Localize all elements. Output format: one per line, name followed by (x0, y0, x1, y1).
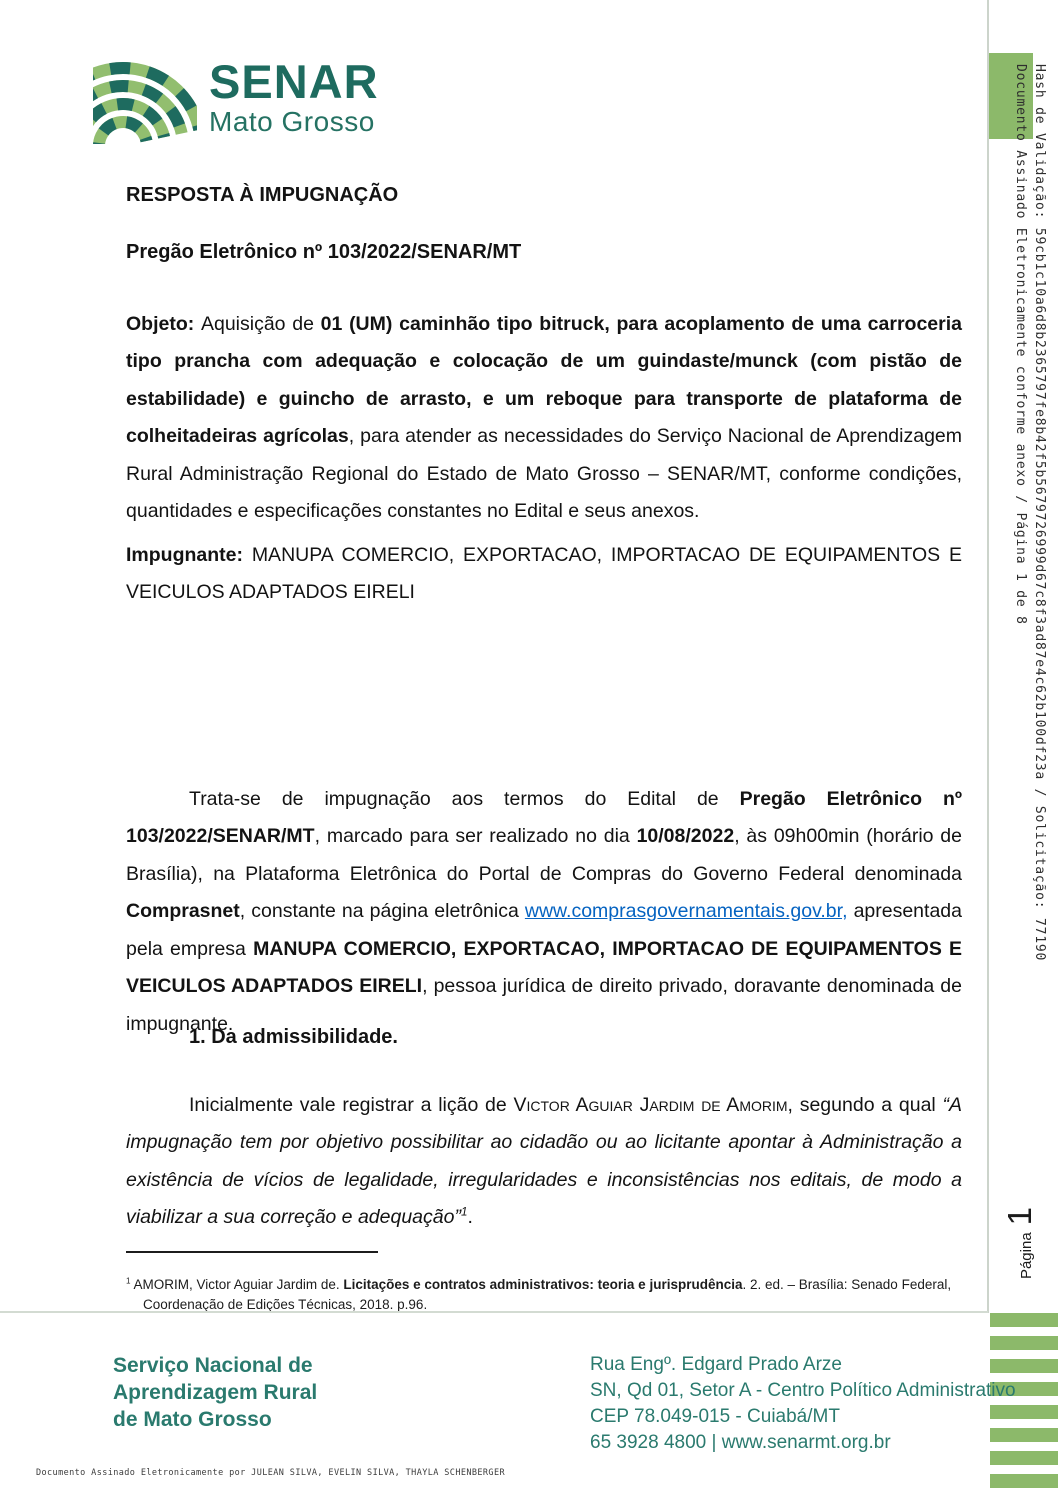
footnote-author: AMORIM, Victor Aguiar Jardim de. (130, 1276, 344, 1292)
footer-address-sector: SN, Qd 01, Setor A - Centro Político Administrativo (590, 1380, 1016, 1401)
tratase-text-4: , constante na página eletrônica (239, 900, 525, 922)
section-heading-admissibilidade: 1. Da admissibilidade. (189, 1026, 398, 1048)
footer-org-block (113, 1352, 317, 1433)
document-subtitle: Pregão Eletrônico nº 103/2022/SENAR/MT (126, 241, 522, 263)
electronic-signature-line: Documento Assinado Eletronicamente por JULEAN SILVA, EVELIN SILVA, THAYLA SCHENBERGER (36, 1468, 505, 1478)
footnote-book-title: Licitações e contratos administrativos: teoria e jurisprudência (343, 1276, 743, 1292)
tratase-pregao: Pregão Eletrônico nº 103/2022/SENAR/MT (126, 787, 962, 847)
footer-address-street: Rua Engº. Edgard Prado Arze (590, 1354, 842, 1375)
tratase-company: MANUPA COMERCIO, EXPORTACAO, IMPORTACAO DE EQUIPAMENTOS E VEICULOS ADAPTADOS EIRELI (126, 937, 962, 997)
objeto-text-1: Aquisição de (200, 312, 321, 335)
objeto-text-2: , para atender as necessidades do Serviço Nacional de Aprendizagem Rural Administração Regional do Estado de Mato Grosso – SENAR/MT, conforme condições, quantidades e especificações constantes no Edital e seus anexos. (126, 425, 962, 522)
tratase-text-2: , marcado para ser realizado no dia (314, 825, 637, 847)
document-title: RESPOSTA À IMPUGNAÇÃO (126, 184, 399, 206)
impugnante-company: MANUPA COMERCIO, EXPORTACAO, IMPORTACAO DE EQUIPAMENTOS E VEICULOS ADAPTADOS EIRELI (126, 543, 962, 603)
page-border-line (987, 0, 989, 1313)
footer-org-line-2: Aprendizagem Rural (113, 1381, 318, 1404)
footer-divider (0, 1311, 988, 1313)
signed-document-text: Documento Assinado Eletronicamente conforme anexo / Página 1 de 8 (1013, 64, 1028, 625)
impugnante-label: Impugnante: (126, 543, 252, 566)
paragraph-impugnante (126, 537, 962, 612)
logo-region-name: Mato Grosso (209, 106, 375, 137)
paragraph-inicialmente (126, 1087, 962, 1237)
senar-logo-text (209, 50, 379, 136)
inicial-period: . (467, 1206, 473, 1228)
tratase-text-3: , às 09h00min (horário de Brasília), na Plataforma Eletrônica do Portal de Compras do Governo Federal denominada (126, 825, 963, 885)
footnote-edition: . 2. ed. – Brasília: Senado Federal, Coordenação de Edições Técnicas, 2018. p.96. (143, 1276, 952, 1312)
tratase-text-5: apresentada pela empresa (126, 900, 962, 960)
footer-org-line-3: de Mato Grosso (113, 1408, 272, 1431)
senar-logo-mark (93, 50, 197, 144)
footer-address-block (590, 1352, 1016, 1456)
tratase-text-6: , pessoa jurídica de direito privado, doravante denominada de impugnante. (126, 975, 962, 1035)
paragraph-tratase (126, 781, 962, 1044)
footnote-marker: 1 (126, 1276, 131, 1285)
inicial-text-2: , segundo a qual (787, 1093, 943, 1116)
inicial-text-1: Inicialmente vale registrar a lição de (189, 1093, 514, 1116)
logo-brand-name: SENAR (209, 55, 379, 108)
tratase-text-1: Trata-se de impugnação aos termos do Edital de (189, 787, 740, 810)
tratase-date: 10/08/2022 (636, 825, 735, 847)
footer-address-cep: CEP 78.049-015 - Cuiabá/MT (590, 1406, 840, 1427)
objeto-text-bold: 01 (UM) caminhão tipo bitruck, para acoplamento de uma carroceria tipo prancha com adequação e colocação de um guindaste/munck (com pistão de estabilidade) e guincho de arrasto, e um reboque para transporte de plataforma de colheitadeiras agrícolas (126, 312, 962, 447)
page-number-badge (1001, 1181, 1043, 1305)
footnote-reference: 1 (460, 1205, 468, 1219)
quote-italic: “A impugnação tem por objetivo possibilitar ao cidadão ou ao licitante apontar à Administração a existência de vícios de legalidade, irregularidades e inconsistências nos editais, de modo a viabilizar a sua correção e adequação” (126, 1093, 963, 1228)
footer-phone-website: 65 3928 4800 | www.senarmt.org.br (590, 1432, 891, 1453)
page-number: 1 (1001, 1206, 1038, 1226)
author-name-smallcaps: Victor Aguiar Jardim de Amorim (513, 1093, 788, 1116)
page-label: Página (1018, 1232, 1035, 1280)
footer-org-line-1: Serviço Nacional de (113, 1354, 313, 1377)
footnote-text (126, 1275, 983, 1315)
objeto-label: Objeto: (126, 312, 201, 335)
paragraph-objeto (126, 306, 962, 531)
senar-logo (93, 50, 379, 144)
compras-gov-link[interactable]: www.comprasgovernamentais.gov.br, (524, 900, 848, 922)
tratase-comprasnet: Comprasnet (126, 900, 240, 922)
footnote-separator (126, 1251, 378, 1253)
hash-validation-text: Hash de Validação: 59cb1c10a6d8b2365797fe8b42f5b5679726999d67c8f3ad87e4c62b100df23a / Solicitação: 77190 (1032, 64, 1047, 962)
